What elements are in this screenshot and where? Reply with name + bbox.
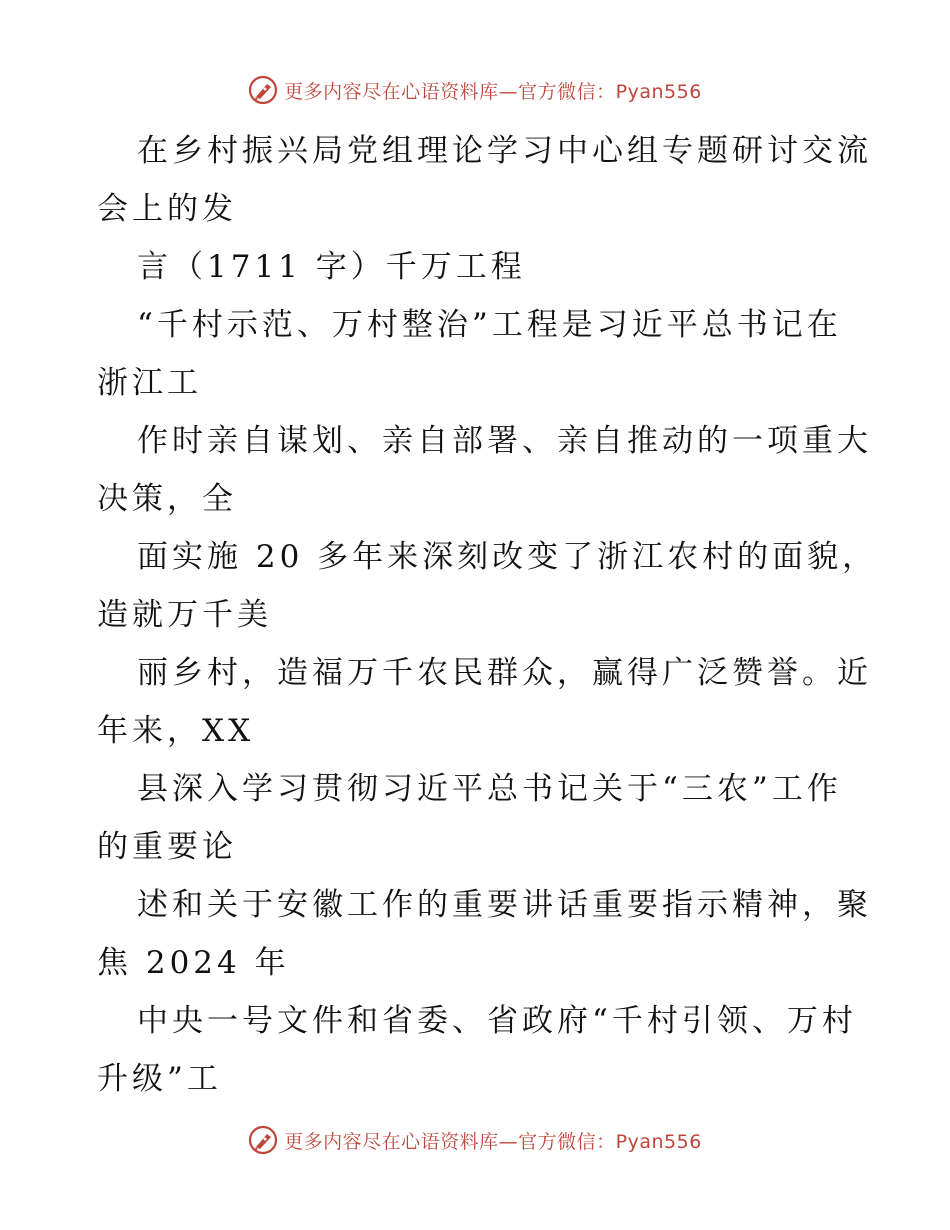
document-line: 中央一号文件和省委、省政府“千村引领、万村 xyxy=(137,1003,857,1039)
document-line: 县深入学习贯彻习近平总书记关于“三农”工作 xyxy=(137,771,842,807)
footer-banner-text: 更多内容尽在心语资料库—官方微信：Pyan556 xyxy=(284,1130,702,1153)
document-line: 丽乡村，造福万千农民群众，赢得广泛赞誉。近 xyxy=(137,655,872,691)
pen-nib-logo-icon xyxy=(248,75,278,105)
document-line: 的重要论 xyxy=(97,829,237,865)
document-line: 言（1711 字）千万工程 xyxy=(137,249,526,285)
document-line: “千村示范、万村整治”工程是习近平总书记在 xyxy=(137,307,842,343)
document-line: 会上的发 xyxy=(97,191,237,227)
document-line: 升级”工 xyxy=(97,1061,222,1097)
header-banner-text: 更多内容尽在心语资料库—官方微信：Pyan556 xyxy=(284,80,702,103)
document-line: 决策，全 xyxy=(97,481,237,517)
document-line: 作时亲自谋划、亲自部署、亲自推动的一项重大 xyxy=(137,423,872,459)
document-line: 焦 2024 年 xyxy=(97,945,290,981)
document-line: 年来，XX xyxy=(97,713,255,749)
document-line: 述和关于安徽工作的重要讲话重要指示精神，聚 xyxy=(137,887,872,923)
pen-nib-logo-icon xyxy=(248,1125,278,1155)
document-line: 面实施 20 多年来深刻改变了浙江农村的面貌， xyxy=(137,539,878,575)
header-banner xyxy=(0,70,950,110)
document-line: 造就万千美 xyxy=(97,597,272,633)
document-body xyxy=(97,122,878,1108)
document-line: 在乡村振兴局党组理论学习中心组专题研讨交流 xyxy=(137,133,872,169)
document-line: 浙江工 xyxy=(97,365,202,401)
footer-banner xyxy=(0,1120,950,1160)
